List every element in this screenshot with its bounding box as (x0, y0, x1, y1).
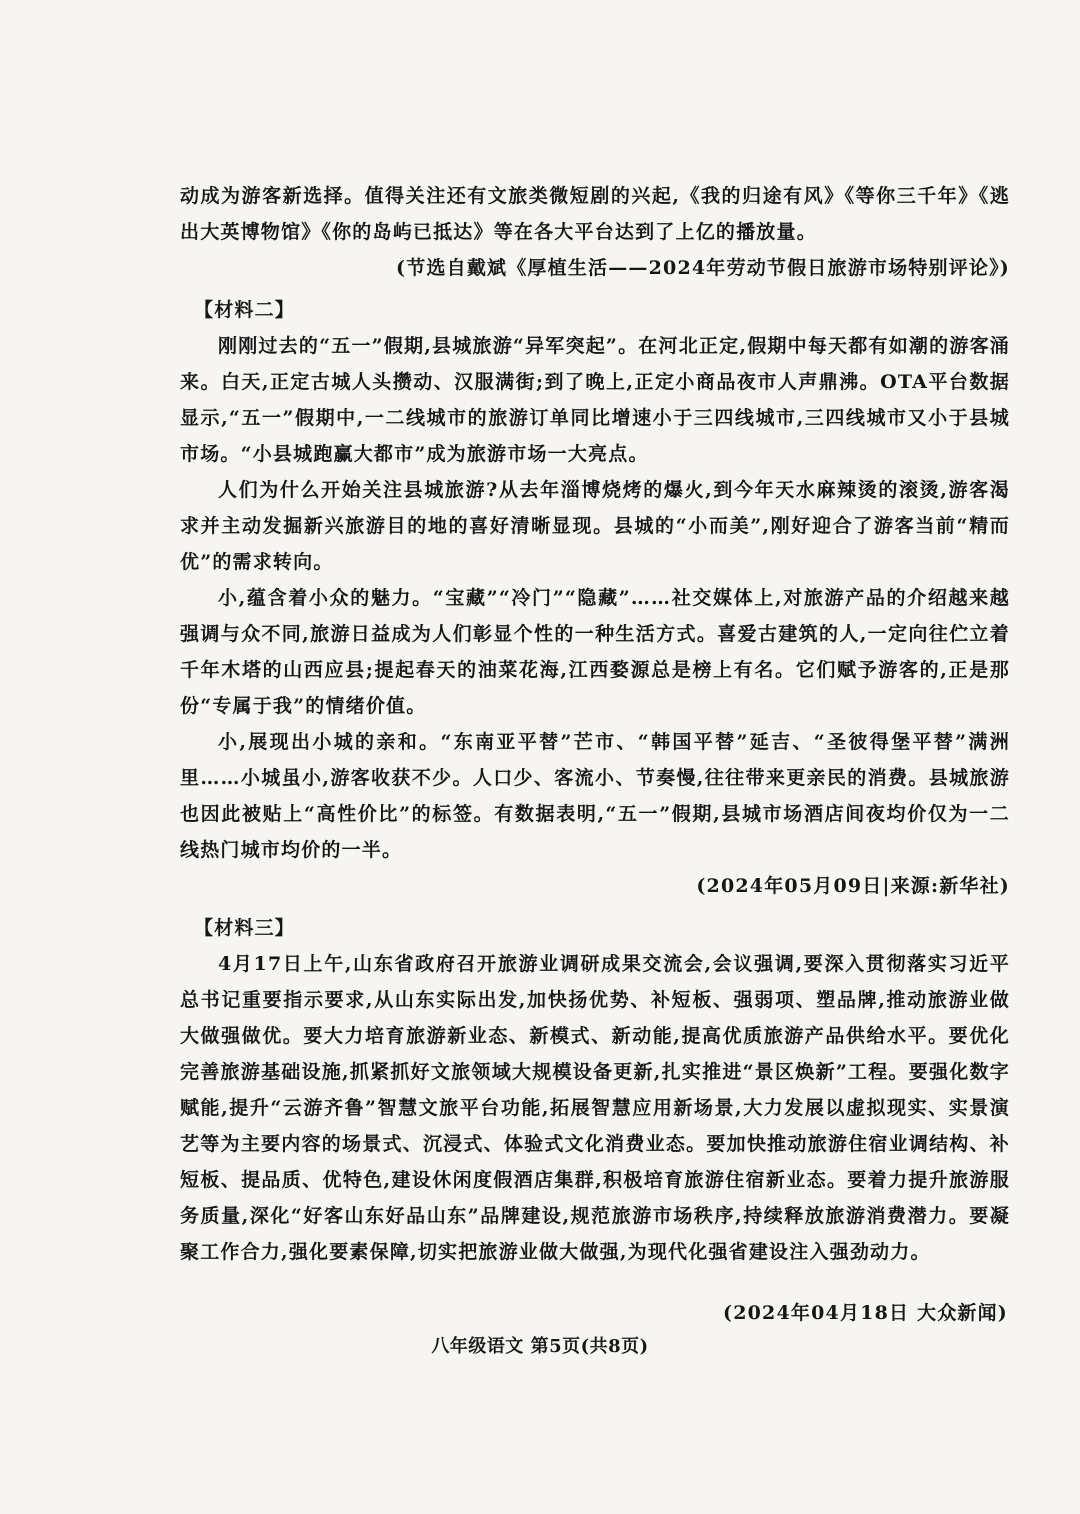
material2-paragraph-4: 小,展现出小城的亲和。“东南亚平替”芒市、“韩国平替”延吉、“圣彼得堡平替”满洲里……小城虽小,游客收获不少。人口少、客流小、节奏慢,往往带来更亲民的消费。县城旅游也因此被贴上“高性价比”的标签。有数据表明,“五一”假期,县城市场酒店间夜均价仅为一二线热门城市均价的一半。 (180, 731, 1010, 861)
page-footer: 八年级语文 第5页(共8页) (431, 1336, 649, 1357)
material3-source: (2024年04月18日 大众新闻) (723, 1302, 1008, 1324)
intro-source: (节选自戴斌《厚植生活——2024年劳动节假日旅游市场特别评论》) (396, 257, 1010, 279)
intro-paragraph: 动成为游客新选择。值得关注还有文旅类微短剧的兴起,《我的归途有风》《等你三千年》《逃出大英博物馆》《你的岛屿已抵达》等在各大平台达到了上亿的播放量。 (180, 185, 1010, 243)
material2-source: (2024年05月09日|来源:新华社) (696, 875, 1010, 897)
material3-heading: 【材料三】 (194, 917, 296, 939)
page-content (180, 178, 1010, 1270)
material2-heading: 【材料二】 (194, 299, 296, 321)
material2-paragraph-3: 小,蕴含着小众的魅力。“宝藏”“冷门”“隐藏”……社交媒体上,对旅游产品的介绍越来越强调与众不同,旅游日益成为人们彰显个性的一种生活方式。喜爱古建筑的人,一定向往伫立着千年木塔的山西应县;提起春天的油菜花海,江西婺源总是榜上有名。它们赋予游客的,正是那份“专属于我”的情绪价值。 (180, 587, 1010, 717)
material2-paragraph-1: 刚刚过去的“五一”假期,县城旅游“异军突起”。在河北正定,假期中每天都有如潮的游客涌来。白天,正定古城人头攒动、汉服满街;到了晚上,正定小商品夜市人声鼎沸。OTA平台数据显示,“五一”假期中,一二线城市的旅游订单同比增速小于三四线城市,三四线城市又小于县城市场。“小县城跑赢大都市”成为旅游市场一大亮点。 (180, 335, 1010, 465)
material3-paragraph: 4月17日上午,山东省政府召开旅游业调研成果交流会,会议强调,要深入贯彻落实习近平总书记重要指示要求,从山东实际出发,加快扬优势、补短板、强弱项、塑品牌,推动旅游业做大做强做优。要大力培育旅游新业态、新模式、新动能,提高优质旅游产品供给水平。要优化完善旅游基础设施,抓紧抓好文旅领域大规模设备更新,扎实推进“景区焕新”工程。要强化数字赋能,提升“云游齐鲁”智慧文旅平台功能,拓展智慧应用新场景,大力发展以虚拟现实、实景演艺等为主要内容的场景式、沉浸式、体验式文化消费业态。要加快推动旅游住宿业调结构、补短板、提品质、优特色,建设休闲度假酒店集群,积极培育旅游住宿新业态。要着力提升旅游服务质量,深化“好客山东好品山东”品牌建设,规范旅游市场秩序,持续释放旅游消费潜力。要凝聚工作合力,强化要素保障,切实把旅游业做大做强,为现代化强省建设注入强劲动力。 (180, 953, 1010, 1263)
material2-paragraph-2: 人们为什么开始关注县城旅游?从去年淄博烧烤的爆火,到今年天水麻辣烫的滚烫,游客渴求并主动发掘新兴旅游目的地的喜好清晰显现。县城的“小而美”,刚好迎合了游客当前“精而优”的需求转向。 (180, 479, 1010, 573)
